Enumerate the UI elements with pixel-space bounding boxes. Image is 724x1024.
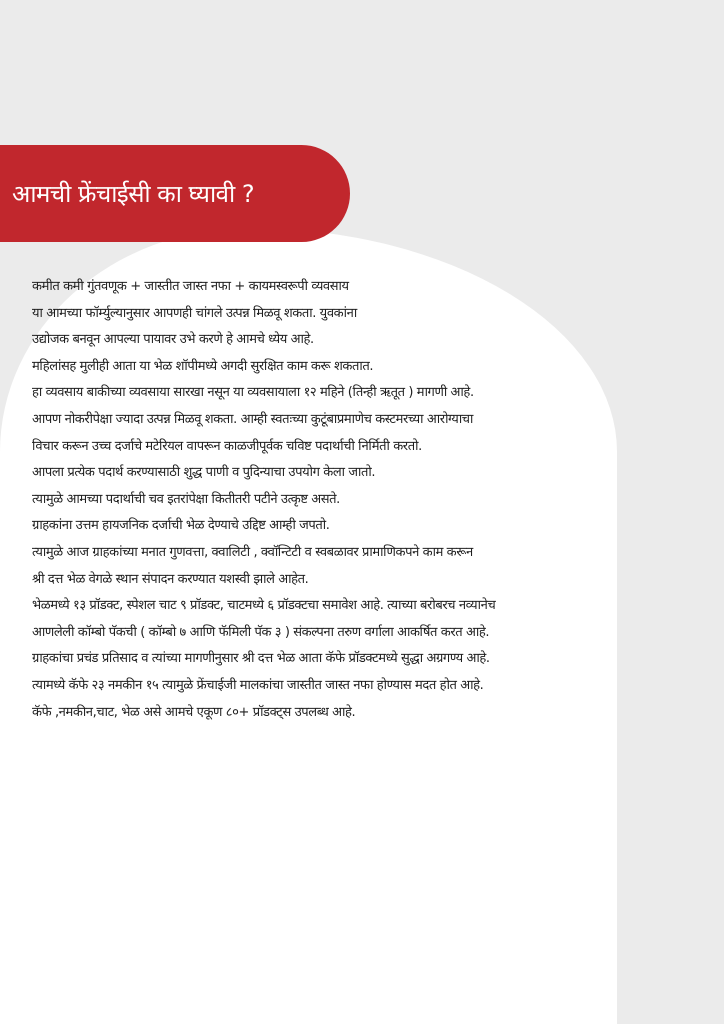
text-line: कमीत कमी गुंतवणूक + जास्तीत जास्त नफा + कायमस्वरूपी व्यवसाय — [32, 279, 349, 294]
text-line: कॅफे ,नमकीन,चाट, भेळ असे आमचे एकूण ८०+ प्रॉडक्ट्स उपलब्ध आहे. — [32, 704, 356, 720]
text-line: त्यामुळे आज ग्राहकांच्या मनात गुणवत्ता, क्वालिटी , क्वॉन्टिटी व स्वबळावर प्रामाणिकपने काम करून — [32, 544, 473, 560]
text-line: या आमच्या फॉर्म्युल्यानुसार आपणही चांगले उत्पन्न मिळवू शकता. युवकांना — [32, 305, 357, 321]
text-line: ग्राहकांचा प्रचंड प्रतिसाद व त्यांच्या मागणीनुसार श्री दत्त भेळ आता कॅफे प्रॉडक्टमध्ये सुद्धा अग्रगण्य आहे. — [32, 651, 490, 667]
page-title: आमची फ्रेंचाईसी का घ्यावी ? — [12, 180, 255, 208]
text-line: आपला प्रत्येक पदार्थ करण्यासाठी शुद्ध पाणी व पुदिन्याचा उपयोग केला जातो. — [32, 465, 376, 481]
title-banner — [0, 145, 350, 242]
text-line: त्यामुळे आमच्या पदार्थाची चव इतरांपेक्षा कितीतरी पटीने उत्कृष्ट असते. — [32, 491, 340, 507]
text-line: ग्राहकांना उत्तम हायजनिक दर्जाची भेळ देण्याचे उद्दिष्ट आम्ही जपतो. — [32, 518, 330, 534]
text-line: भेळमध्ये १३ प्रॉडक्ट, स्पेशल चाट ९ प्रॉडक्ट, चाटमध्ये ६ प्रॉडक्टचा समावेश आहे. त्याच्या बरोबरच नव्यानेच — [32, 598, 496, 614]
text-line: श्री दत्त भेळ वेगळे स्थान संपादन करण्यात यशस्वी झाले आहेत. — [32, 571, 309, 587]
text-line: उद्योजक बनवून आपल्या पायावर उभे करणे हे आमचे ध्येय आहे. — [32, 332, 314, 348]
text-line: महिलांसह मुलीही आता या भेळ शॉपीमध्ये अगदी सुरक्षित काम करू शकतात. — [32, 358, 374, 374]
text-line: हा व्यवसाय बाकीच्या व्यवसाया सारखा नसून या व्यवसायाला १२ महिने (तिन्ही ऋतूत ) मागणी आहे. — [32, 385, 474, 401]
text-line: त्यामध्ये कॅफे २३ नमकीन १५ त्यामुळे फ्रेंचाईजी मालकांचा जास्तीत जास्त नफा होण्यास मदत होत आहे. — [32, 677, 484, 693]
body-text — [32, 274, 692, 726]
text-line: आणलेली कॉम्बो पॅकची ( कॉम्बो ७ आणि फॅमिली पॅक ३ ) संकल्पना तरुण वर्गाला आकर्षित करत आहे. — [32, 624, 490, 640]
text-line: आपण नोकरीपेक्षा ज्यादा उत्पन्न मिळवू शकता. आम्ही स्वतःच्या कुटूंबाप्रमाणेच कस्टमरच्या आरोग्याचा — [32, 411, 474, 427]
text-line: विचार करून उच्च दर्जाचे मटेरियल वापरून काळजीपूर्वक चविष्ट पदार्थाची निर्मिती करतो. — [32, 438, 422, 454]
